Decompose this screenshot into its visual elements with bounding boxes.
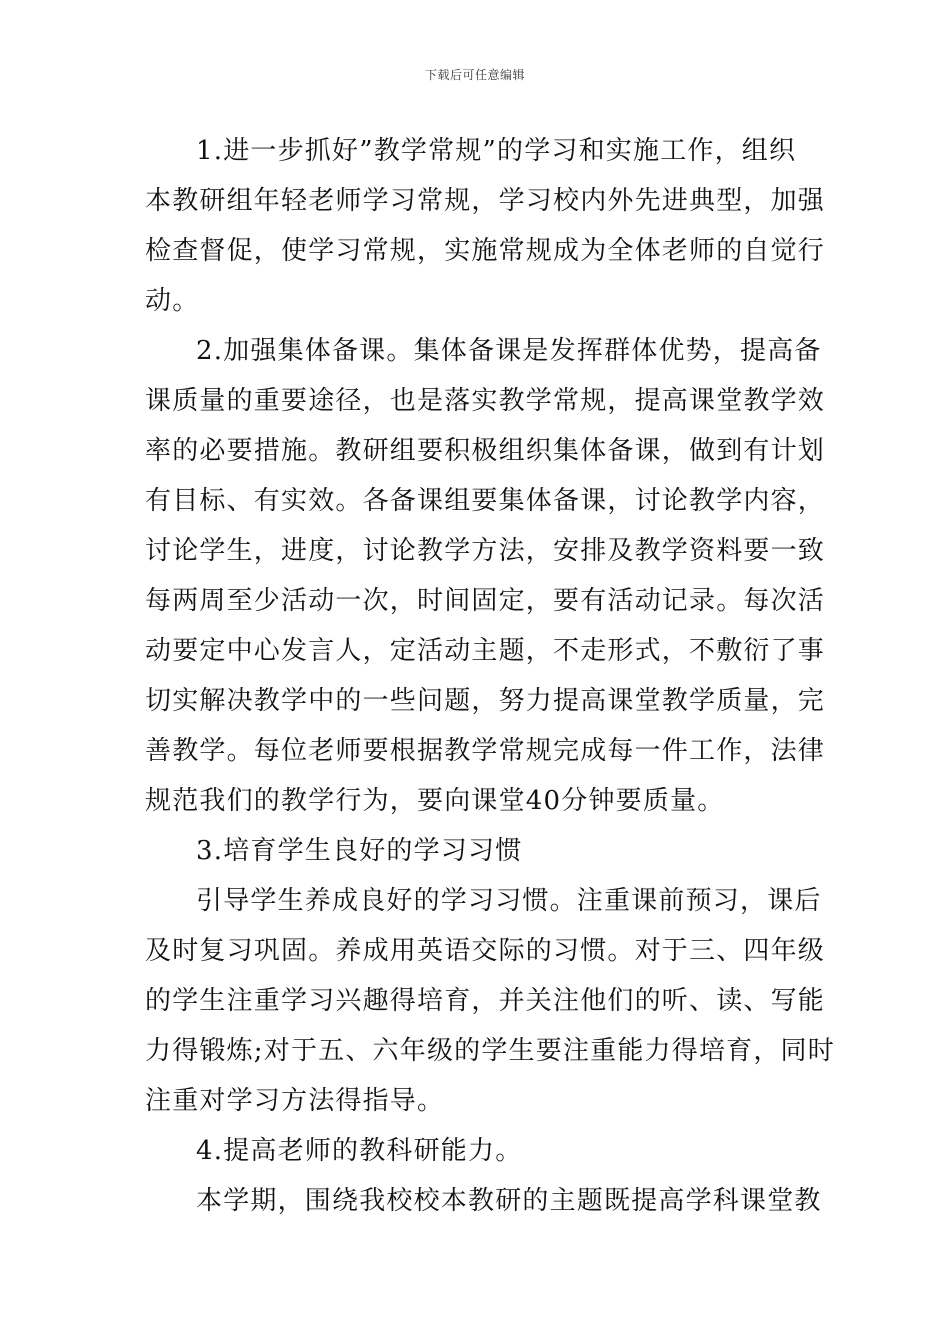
text-line: 的学生注重学习兴趣得培育，并关注他们的听、读、写能 xyxy=(145,986,826,1016)
text-line: 2.加强集体备课。集体备课是发挥群体优势，提高备 xyxy=(196,336,822,366)
text-line: 3.培育学生良好的学习习惯 xyxy=(196,836,523,866)
text-line: 动要定中心发言人，定活动主题，不走形式，不敷衍了事 xyxy=(145,636,826,666)
text-line: 动。 xyxy=(145,286,200,316)
text-line: 规范我们的教学行为，要向课堂40分钟要质量。 xyxy=(145,786,725,816)
text-line: 本教研组年轻老师学习常规，学习校内外先进典型，加强 xyxy=(145,186,826,216)
text-line: 注重对学习方法得指导。 xyxy=(145,1086,445,1116)
text-line: 课质量的重要途径，也是落实教学常规，提高课堂教学效 xyxy=(145,386,826,416)
page-header: 下载后可任意编辑 xyxy=(424,68,525,82)
text-line: 检查督促，使学习常规，实施常规成为全体老师的自觉行 xyxy=(145,236,826,266)
text-line: 善教学。每位老师要根据教学常规完成每一件工作，法律 xyxy=(145,736,826,766)
text-line: 切实解决教学中的一些问题，努力提高课堂教学质量，完 xyxy=(145,686,826,716)
text-line: 引导学生养成良好的学习习惯。注重课前预习，课后 xyxy=(196,886,822,916)
text-line: 有目标、有实效。各备课组要集体备课，讨论教学内容， xyxy=(145,486,826,516)
text-line: 本学期，围绕我校校本教研的主题既提高学科课堂教 xyxy=(196,1186,822,1216)
text-line: 力得锻炼;对于五、六年级的学生要注重能力得培育，同时 xyxy=(145,1036,835,1066)
text-line: 4.提高老师的教科研能力。 xyxy=(196,1136,523,1166)
text-line: 讨论学生，进度，讨论教学方法，安排及教学资料要一致 xyxy=(145,536,826,566)
text-line: 率的必要措施。教研组要积极组织集体备课，做到有计划 xyxy=(145,436,826,466)
text-line: 及时复习巩固。养成用英语交际的习惯。对于三、四年级 xyxy=(145,936,826,966)
text-line: 1.进一步抓好”教学常规”的学习和实施工作，组织 xyxy=(196,136,797,166)
text-line: 每两周至少活动一次，时间固定，要有活动记录。每次活 xyxy=(145,586,826,616)
